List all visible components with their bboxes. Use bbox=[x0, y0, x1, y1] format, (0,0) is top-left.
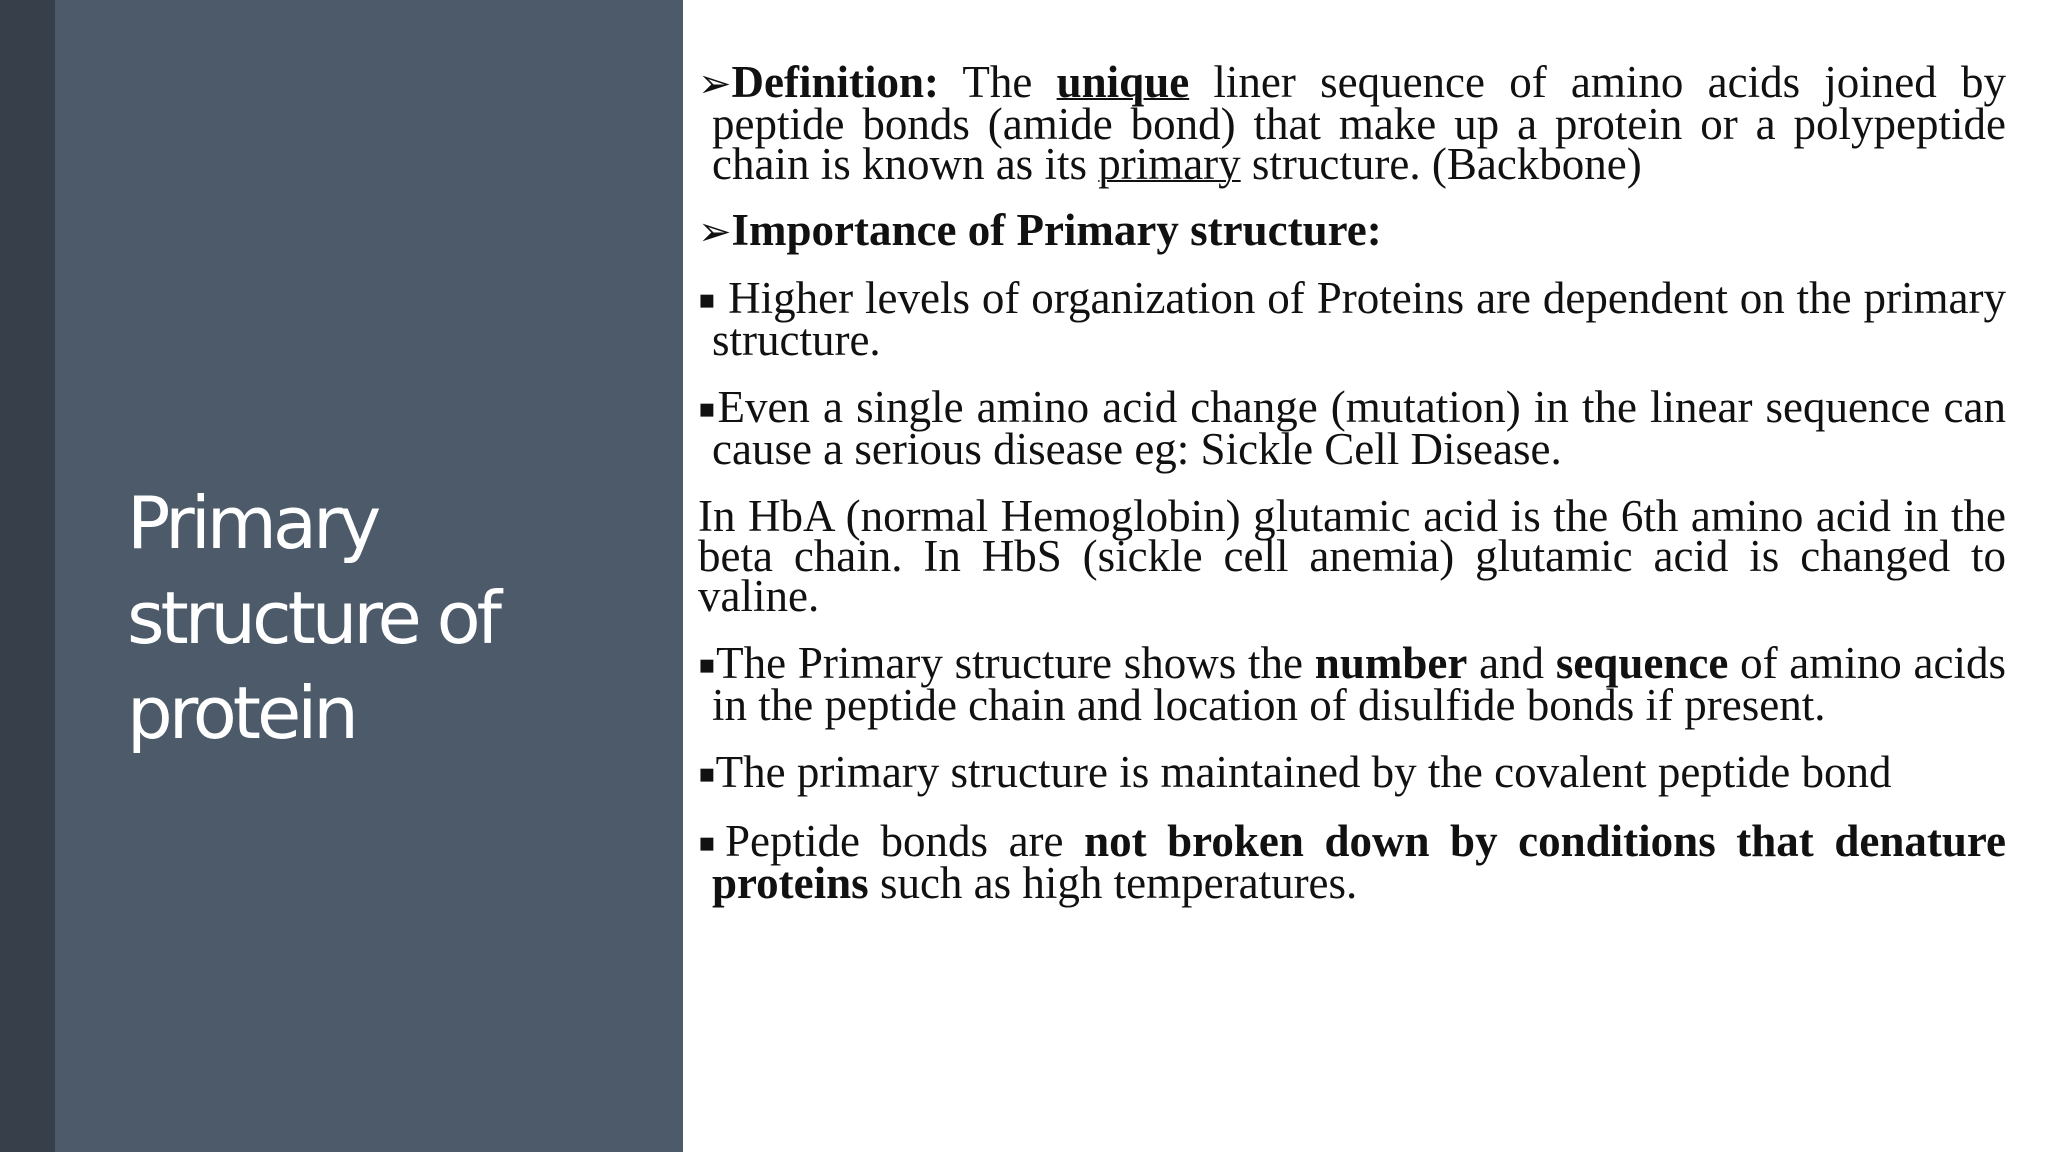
square-bullet-icon: ▪ bbox=[698, 828, 725, 858]
slide-content bbox=[698, 57, 2007, 930]
bullet-mutation bbox=[698, 382, 2006, 474]
bullet-peptide-bold: not broken down by conditions that denature proteins bbox=[712, 816, 2007, 908]
bullet-peptide-text-1: Peptide bonds are bbox=[724, 816, 1085, 866]
square-bullet-icon: ▪ bbox=[698, 759, 716, 789]
bullet-mutation-text: Even a single amino acid change (mutation) in the linear sequence can cause a serious disease eg: Sickle Cell Disease. bbox=[712, 382, 2006, 474]
definition-text-2: liner sequence of amino acids joined by peptide bonds (amide bond) that make up a protein or a polypeptide chain is known as its bbox=[712, 57, 2006, 189]
bullet-maintained bbox=[698, 747, 2006, 797]
bullet-shows-text-1: The Primary structure shows the bbox=[716, 638, 1315, 688]
bullet-higher-levels-text: Higher levels of organization of Proteins are dependent on the primary structure. bbox=[712, 273, 2006, 365]
bullet-shows bbox=[698, 638, 2007, 730]
square-bullet-icon: ▪ bbox=[698, 394, 718, 424]
unique-term: unique bbox=[1056, 57, 1190, 107]
slide-title: Primary structure of protein bbox=[127, 481, 499, 755]
bullet-higher-levels bbox=[698, 273, 2006, 365]
bullet-peptide-text-2: such as high temperatures. bbox=[868, 858, 1358, 908]
square-bullet-icon: ▪ bbox=[698, 650, 717, 680]
definition-paragraph bbox=[698, 57, 2006, 189]
primary-term: primary bbox=[1098, 139, 1241, 189]
sequence-term: sequence bbox=[1555, 638, 1729, 688]
arrow-bullet-icon: ➢ bbox=[698, 61, 732, 107]
importance-heading-text: Importance of Primary structure: bbox=[731, 205, 1382, 255]
definition-text-1: The bbox=[939, 57, 1057, 107]
left-accent-strip bbox=[0, 0, 55, 1152]
importance-heading bbox=[698, 205, 2006, 255]
bullet-peptide-bonds bbox=[698, 816, 2007, 908]
arrow-bullet-icon: ➢ bbox=[698, 209, 732, 255]
bullet-shows-text-3: of amino acids in the peptide chain and location of disulfide bonds if present. bbox=[712, 638, 2007, 730]
hba-paragraph: In HbA (normal Hemoglobin) glutamic acid is the 6th amino acid in the beta chain. In HbS (sickle cell anemia) glutamic acid is changed to valine. bbox=[698, 491, 2006, 621]
definition-text-3: structure. (Backbone) bbox=[1240, 139, 1642, 189]
square-bullet-icon: ▪ bbox=[698, 285, 717, 315]
definition-label: Definition: bbox=[731, 57, 940, 107]
number-term: number bbox=[1314, 638, 1468, 688]
bullet-shows-text-2: and bbox=[1467, 638, 1556, 688]
bullet-maintained-text: The primary structure is maintained by the covalent peptide bond bbox=[715, 747, 1892, 797]
